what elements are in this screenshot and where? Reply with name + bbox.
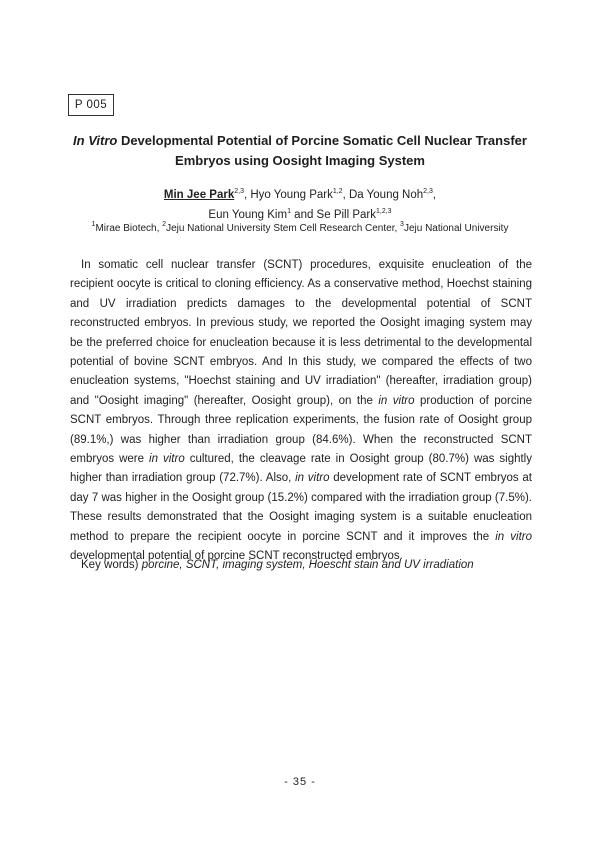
abstract-italic-4: in vitro [495, 530, 532, 543]
page-number: - 35 - [284, 776, 316, 788]
keywords [81, 556, 541, 574]
abstract-text-2: production of porcine SCNT embryos. Through three replication experiments, the fusion rate of Oosight group (89.1%,) was higher than irradiation group (84.6%). When the reconstructed SCNT embryos were [70, 394, 532, 466]
abstract-text-5: developmental potential of porcine SCNT reconstructed embryos. [70, 550, 403, 563]
author-4: Eun Young Kim [208, 209, 288, 221]
affil-2: Jeju National University Stem Cell Research Center, [166, 223, 401, 234]
abstract-code-box [68, 94, 114, 116]
keywords-terms: porcine, SCNT, imaging system, Hoescht stain and UV irradiation [141, 559, 474, 571]
author-2: , Hyo Young Park [243, 189, 333, 201]
abstract-text-4: development rate of SCNT embryos at day 7 was higher in the Oosight group (15.2%) compared with the irradiation group (7.5%). These results demonstrated that the Oosight imaging system is a suitable enucleation method to prepare the recipient oocyte in porcine SCNT and it improves the [70, 472, 532, 543]
affil-2-mark: 2 [162, 221, 167, 228]
author-list [70, 185, 530, 225]
abstract-italic-1: in vitro [378, 394, 415, 407]
author-3-affil: 2,3 [423, 188, 433, 195]
abstract-italic-3: in vitro [295, 472, 330, 485]
lead-author: Min Jee Park [163, 189, 235, 201]
abstract-body [70, 256, 532, 567]
affil-1: Mirae Biotech, [95, 223, 163, 234]
keywords-label: Key words) [81, 559, 142, 571]
abstract-code: P 005 [74, 99, 108, 111]
author-3-sep: , [432, 189, 437, 201]
affiliations [60, 221, 540, 237]
abstract-text-1: In somatic cell nuclear transfer (SCNT) procedures, exquisite enucleation of the recipient oocyte is critical to cloning efficiency. As a conservative method, Hoechst staining and UV irradiation predicts damages to the developmental potential of SCNT reconstructed embryos. In previous study, we reported the Oosight imaging system may be the preferred choice for enucleation because it is less detrimental to the developmental potential of bovine SCNT embryos. And In this study, we compared the effects of two enucleation systems, "Hoechst staining and UV irradiation" (hereafter, irradiation group) and "Oosight imaging" (hereafter, Oosight group), on the [70, 259, 532, 407]
affil-1-mark: 1 [91, 221, 96, 228]
author-3: , Da Young Noh [342, 189, 424, 201]
author-5: and Se Pill Park [290, 209, 376, 221]
title-italic-part: In Vitro [73, 133, 118, 148]
affil-3: Jeju National University [403, 223, 509, 234]
title-rest: Developmental Potential of Porcine Somatic Cell Nuclear Transfer Embryos using Oosight Imaging System [117, 133, 527, 168]
affil-3-mark: 3 [400, 221, 404, 228]
author-2-affil: 1,2 [332, 188, 343, 195]
author-4-affil: 1 [287, 208, 291, 215]
lead-author-affil: 2,3 [234, 188, 244, 195]
paper-title [70, 131, 530, 171]
abstract-italic-2: in vitro [149, 453, 185, 466]
abstract-text-3: cultured, the cleavage rate in Oosight group (80.7%) was sightly higher than irradiation group (72.7%). Also, [70, 453, 532, 485]
author-5-affil: 1,2,3 [376, 208, 392, 215]
